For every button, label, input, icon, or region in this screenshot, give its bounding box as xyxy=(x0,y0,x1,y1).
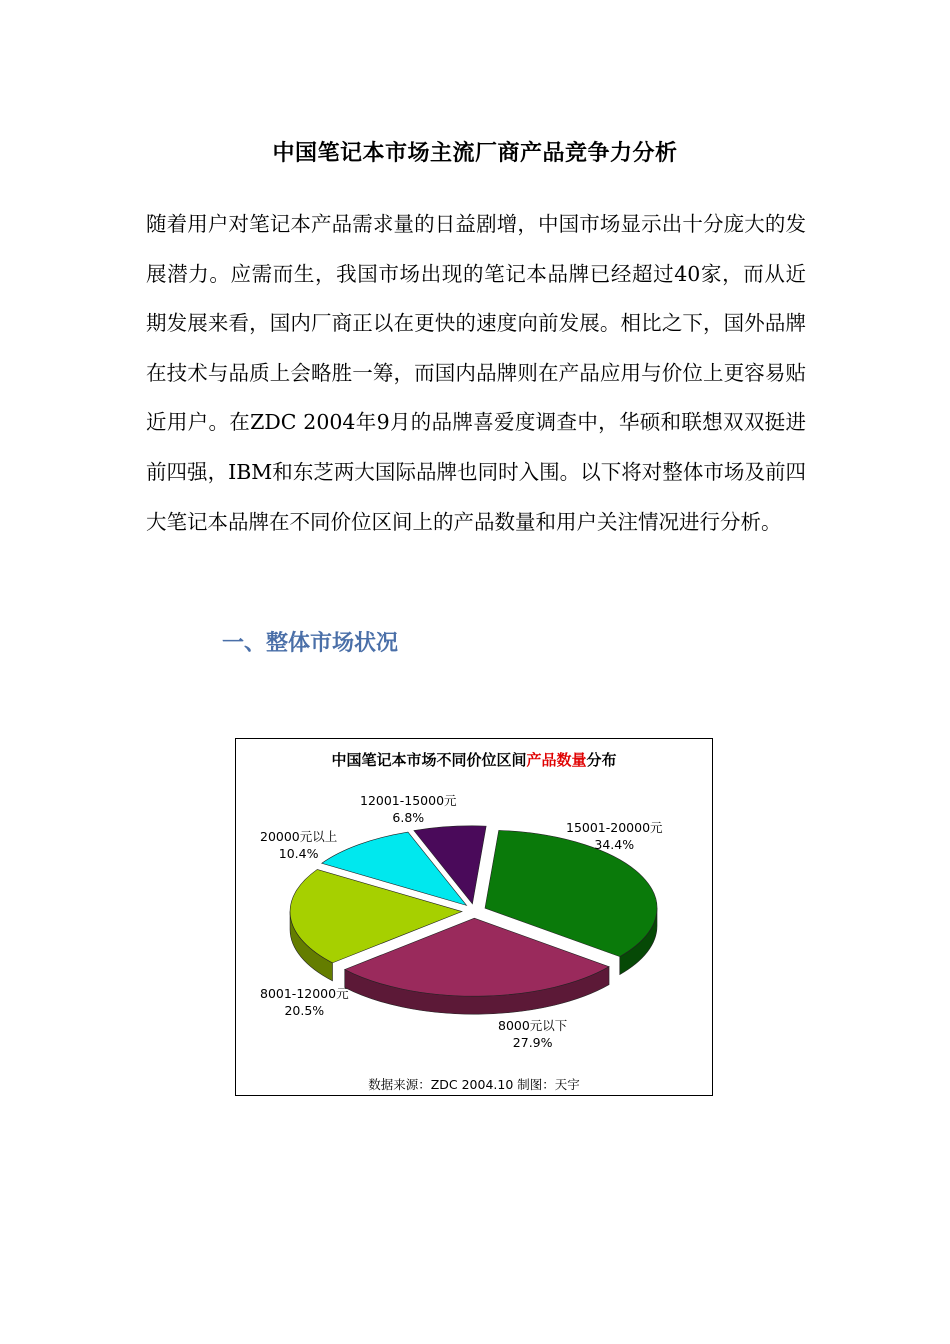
slice-percent: 27.9% xyxy=(512,1035,553,1050)
chart-source: 数据来源：ZDC 2004.10 制图：天宇 xyxy=(368,1077,580,1092)
slice-label-12001-15000 xyxy=(360,792,457,826)
slice-label-over-20000 xyxy=(260,828,337,862)
document-title: 中国笔记本市场主流厂商产品竞争力分析 xyxy=(272,140,678,166)
slice-category: 8001-12000元 xyxy=(260,986,349,1001)
slice-category: 8000元以下 xyxy=(498,1018,568,1033)
intro-paragraph: 随着用户对笔记本产品需求量的日益剧增，中国市场显示出十分庞大的发展潜力。应需而生，我国市场出现的笔记本品牌已经超过40家，而从近期发展来看，国内厂商正以在更快的速度向前发展。相比之下，国外品牌在技术与品质上会略胜一筹，而国内品牌则在产品应用与价位上更容易贴近用户。在ZDC 2004年9月的品牌喜爱度调查中，华硕和联想双双挺进前四强，IBM和东芝两大国际品牌也同时入围。以下将对整体市场及前四大笔记本品牌在不同价位区间上的产品数量和用户关注情况进行分析。 xyxy=(146,212,806,534)
slice-category: 12001-15000元 xyxy=(360,793,457,808)
section-heading: 一、整体市场状况 xyxy=(222,631,399,656)
slice-label-8001-12000 xyxy=(260,985,349,1019)
slice-percent: 34.4% xyxy=(594,837,635,852)
chart-title-suffix: 分布 xyxy=(586,751,617,769)
slice-label-under-8000 xyxy=(498,1017,567,1051)
slice-category: 15001-20000元 xyxy=(566,820,663,835)
pie-chart-canvas xyxy=(236,739,712,1095)
slice-percent: 10.4% xyxy=(278,846,319,861)
chart-title-highlight: 产品数量 xyxy=(526,751,587,769)
slice-percent: 6.8% xyxy=(392,810,425,825)
slice-category: 20000元以上 xyxy=(260,829,338,844)
slice-label-15001-20000 xyxy=(566,819,663,853)
chart-title-prefix: 中国笔记本市场不同价位区间 xyxy=(331,751,527,769)
pie-chart xyxy=(235,738,713,1096)
slice-percent: 20.5% xyxy=(284,1003,325,1018)
